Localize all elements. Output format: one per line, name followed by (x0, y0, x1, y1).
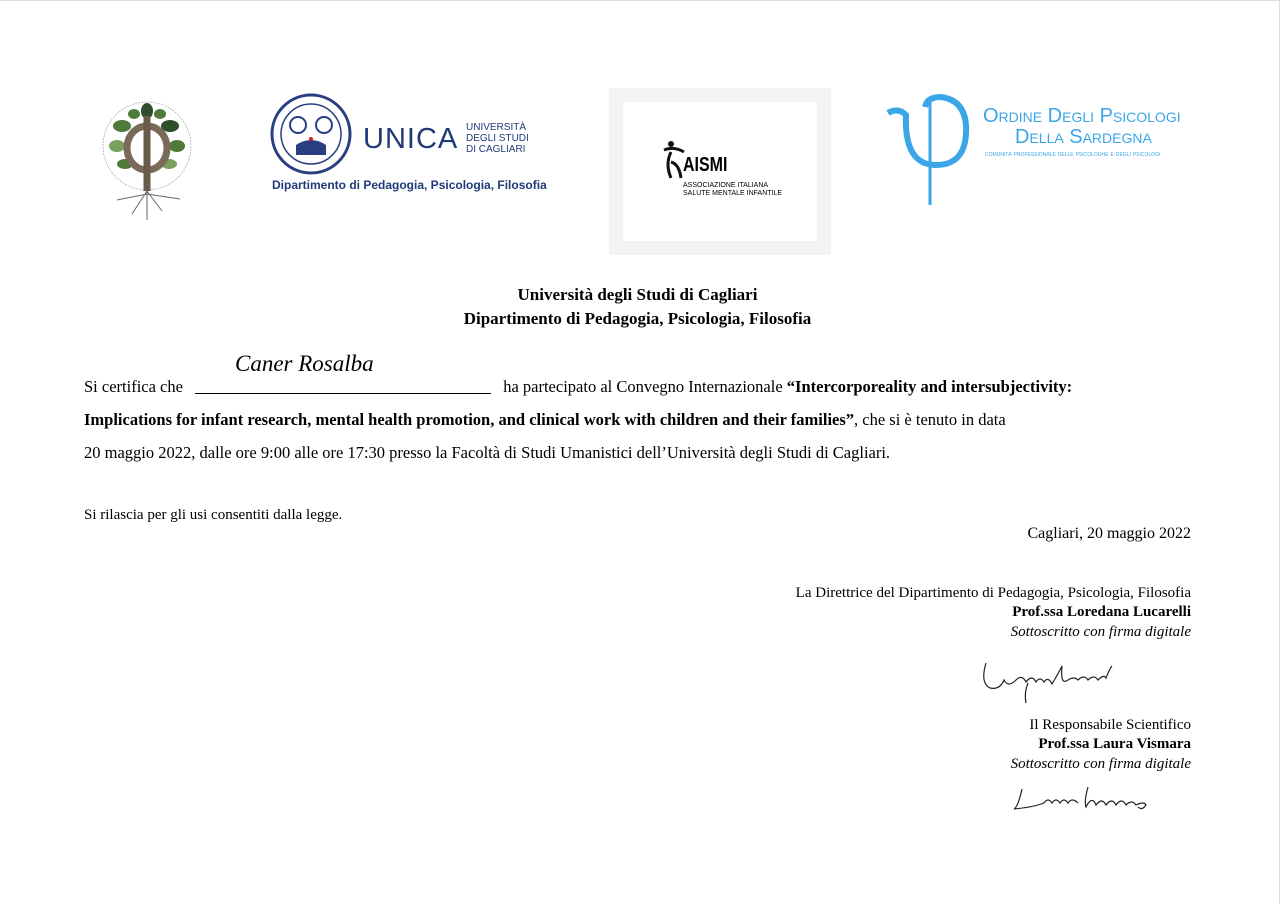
signature-1 (978, 653, 1148, 708)
university-seal-icon (270, 93, 352, 175)
certify-mid: ha partecipato al Convegno Internazionale (503, 377, 783, 396)
psi-icon (880, 93, 975, 208)
signatory-1-note: Sottoscritto con firma digitale (1010, 624, 1191, 640)
name-underline (195, 393, 491, 394)
aismi-subtitle (683, 182, 782, 198)
signatory-2-name: Prof.ssa Laura Vismara (1038, 736, 1191, 752)
school-logo (92, 96, 202, 221)
signature-2 (1010, 781, 1190, 816)
aismi-logo (609, 88, 831, 255)
body-line-1 (84, 377, 1072, 397)
ordine-line1: Ordine Degli Psicologi (983, 105, 1181, 127)
recipient-name: Caner Rosalba (235, 351, 374, 376)
child-figure-icon (663, 140, 685, 180)
conference-title-part2: Implications for infant research, mental health promotion, and clinical work with children and their families” (84, 410, 855, 429)
ordine-tagline: comunità professionale delle psicologhe e degli psicologi (985, 151, 1161, 158)
certify-after-title: , che si è tenuto in data (854, 410, 1006, 429)
unica-brand: UNICA (363, 123, 459, 155)
unica-department: Dipartimento di Pedagogia, Psicologia, Filosofia (272, 178, 547, 192)
aismi-name: AISMI (683, 154, 728, 176)
signatory-2-note: Sottoscritto con firma digitale (1010, 756, 1191, 772)
ordine-line2: Della Sardegna (1015, 126, 1152, 148)
aismi-sub-line: ASSOCIAZIONE ITALIANA (683, 182, 769, 189)
unica-sub-line: UNIVERSITÀ (466, 122, 527, 133)
unica-sub-line: DI CAGLIARI (466, 144, 526, 155)
release-note: Si rilascia per gli usi consentiti dalla legge. (84, 507, 343, 523)
body-line-2 (84, 410, 1006, 430)
signatory-1-name: Prof.ssa Loredana Lucarelli (1012, 604, 1191, 620)
place-date: Cagliari, 20 maggio 2022 (1027, 525, 1191, 542)
body-line-3: 20 maggio 2022, dalle ore 9:00 alle ore 17:30 presso la Facoltà di Studi Umanistici dell’Università degli Studi di Cagliari. (84, 443, 891, 462)
signatory-1-role: La Direttrice del Dipartimento di Pedagogia, Psicologia, Filosofia (795, 585, 1191, 601)
conference-title-part1: “Intercorporeality and intersubjectivity: (786, 377, 1073, 396)
unica-logo (270, 93, 550, 198)
certify-prefix: Si certifica che (84, 377, 183, 396)
signatory-2-role: Il Responsabile Scientifico (1029, 717, 1191, 733)
header-university: Università degli Studi di Cagliari (517, 285, 758, 304)
unica-sub-line: DEGLI STUDI (466, 133, 529, 144)
unica-subtitle (466, 122, 529, 155)
aismi-sub-line: SALUTE MENTALE INFANTILE (683, 190, 783, 197)
header-department: Dipartimento di Pedagogia, Psicologia, Filosofia (463, 309, 812, 328)
ordine-logo (880, 93, 1210, 208)
